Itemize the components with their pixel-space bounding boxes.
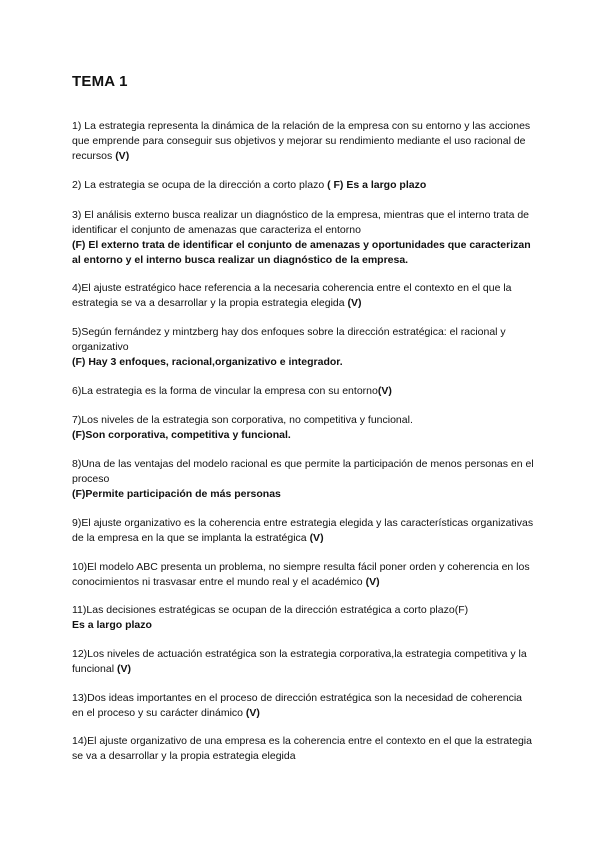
answer-correction: Es a largo plazo bbox=[72, 619, 152, 631]
answer-mark: (V) bbox=[115, 150, 130, 162]
question-3 bbox=[72, 208, 534, 268]
question-5 bbox=[72, 325, 534, 370]
answer-mark: (V) bbox=[347, 297, 362, 309]
question-text: 1) La estrategia representa la dinámica de la relación de la empresa con su entorno y las acciones que emprende para conseguir sus objetivos y mejorar su rendimiento mediante el uso racional de recursos bbox=[72, 120, 531, 162]
answer-correction: (F)Permite participación de más personas bbox=[72, 488, 281, 500]
answer-correction: (F)Son corporativa, competitiva y funcional. bbox=[72, 429, 291, 441]
question-text: 5)Según fernández y mintzberg hay dos enfoques sobre la dirección estratégica: el racional y organizativo bbox=[72, 326, 506, 353]
page-title: TEMA 1 bbox=[72, 73, 128, 90]
question-text: 12)Los niveles de actuación estratégica son la estrategia corporativa,la estrategia competitiva y la funcional bbox=[72, 648, 527, 675]
question-7 bbox=[72, 413, 534, 443]
answer-mark: ( F) Es a largo plazo bbox=[327, 179, 427, 191]
answer-mark: (V) bbox=[365, 576, 380, 588]
answer-mark: (V) bbox=[245, 707, 260, 719]
question-text: 7)Los niveles de la estrategia son corporativa, no competitiva y funcional. bbox=[72, 414, 413, 426]
question-14 bbox=[72, 734, 534, 764]
question-text: 4)El ajuste estratégico hace referencia a la necesaria coherencia entre el contexto en el que la estrategia se va a desarrollar y la propia estrategia elegida bbox=[72, 282, 512, 309]
question-2 bbox=[72, 178, 534, 193]
question-6 bbox=[72, 384, 534, 399]
question-12 bbox=[72, 647, 534, 677]
question-13 bbox=[72, 691, 534, 721]
answer-mark: (V) bbox=[116, 663, 131, 675]
answer-correction: (F) El externo trata de identificar el conjunto de amenazas y oportunidades que caracterizan al entorno y el interno busca realizar un diagnóstico de la empresa. bbox=[72, 239, 531, 266]
question-4 bbox=[72, 281, 534, 311]
question-text: 6)La estrategia es la forma de vincular la empresa con su entorno bbox=[72, 385, 378, 397]
question-9 bbox=[72, 516, 534, 546]
question-10 bbox=[72, 560, 534, 590]
question-text: 3) El análisis externo busca realizar un diagnóstico de la empresa, mientras que el interno trata de identificar el conjunto de amenazas que caracteriza el entorno bbox=[72, 209, 530, 236]
question-11 bbox=[72, 603, 534, 633]
question-text: 14)El ajuste organizativo de una empresa es la coherencia entre el contexto en el que la estrategia se va a desarrollar y la propia estrategia elegida bbox=[72, 735, 532, 762]
answer-correction: (F) Hay 3 enfoques, racional,organizativo e integrador. bbox=[72, 356, 343, 368]
question-text: 8)Una de las ventajas del modelo racional es que permite la participación de menos personas en el proceso bbox=[72, 458, 534, 485]
question-text: 10)El modelo ABC presenta un problema, no siempre resulta fácil poner orden y coherencia en los conocimientos ni trasvasar entre el mundo real y el académico bbox=[72, 561, 530, 588]
question-text: 11)Las decisiones estratégicas se ocupan de la dirección estratégica a corto plazo(F) bbox=[72, 604, 469, 616]
question-text: 13)Dos ideas importantes en el proceso de dirección estratégica son la necesidad de coherencia en el proceso y su carácter dinámico bbox=[72, 692, 523, 719]
question-1 bbox=[72, 119, 534, 164]
answer-mark: (V) bbox=[377, 385, 392, 397]
question-text: 9)El ajuste organizativo es la coherencia entre estrategia elegida y las características organizativas de la empresa en la que se implanta la estratégica bbox=[72, 517, 534, 544]
question-8 bbox=[72, 457, 534, 502]
question-text: 2) La estrategia se ocupa de la dirección a corto plazo bbox=[72, 179, 325, 191]
answer-mark: (V) bbox=[309, 532, 324, 544]
